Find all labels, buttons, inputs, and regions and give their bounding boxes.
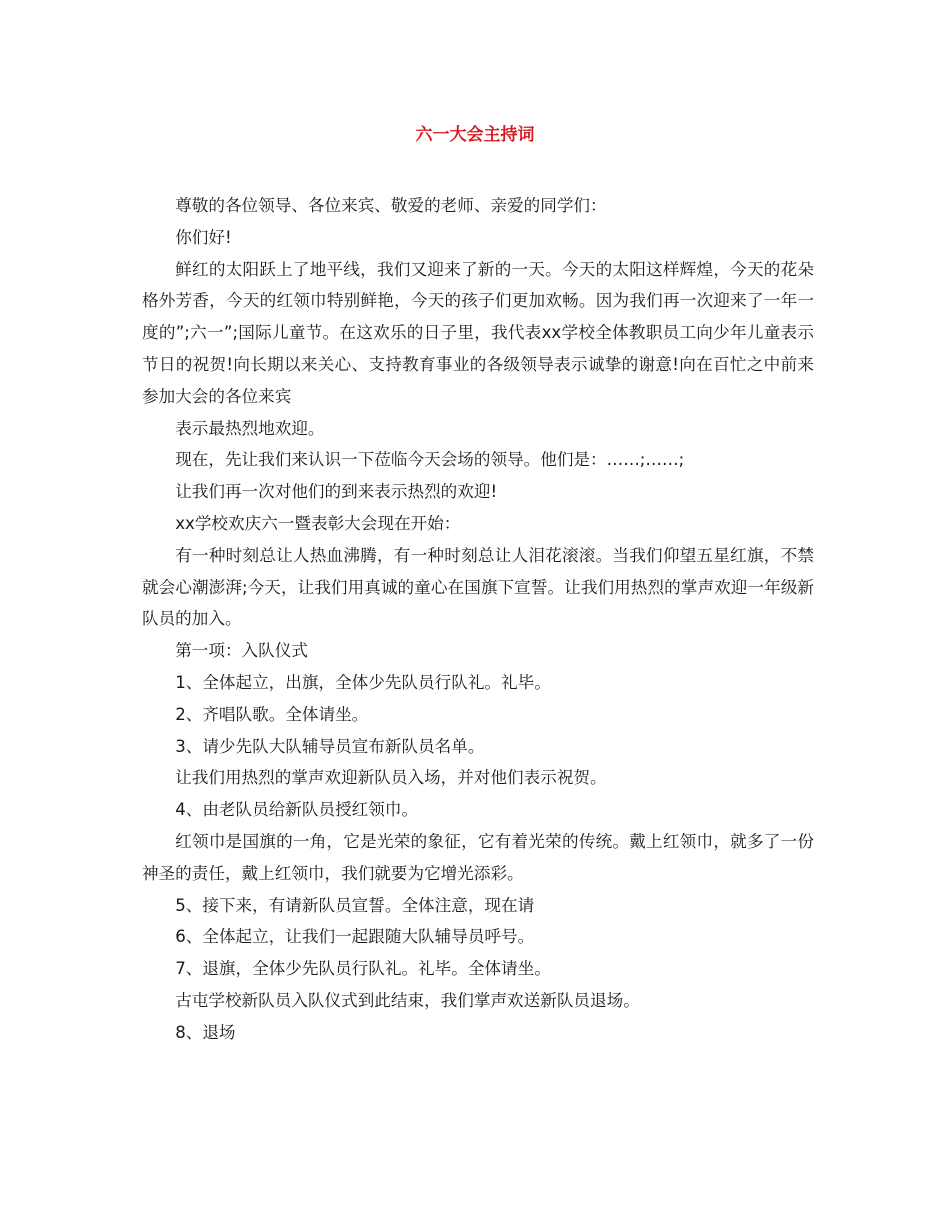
paragraph-welcome: 表示最热烈地欢迎。 <box>175 418 325 438</box>
paragraph-step-6: 6、全体起立，让我们一起跟随大队辅导员呼号。 <box>175 927 535 947</box>
paragraph-closing: 古屯学校新队员入队仪式到此结束，我们掌声欢送新队员退场。 <box>175 990 640 1010</box>
paragraph-hello: 你们好! <box>175 227 232 247</box>
paragraph-greeting: 尊敬的各位领导、各位来宾、敬爱的老师、亲爱的同学们： <box>175 196 607 215</box>
paragraph-step-1: 1、全体起立，出旗，全体少先队员行队礼。礼毕。 <box>175 672 551 692</box>
paragraph-step-5: 5、接下来，有请新队员宣誓。全体注意，现在请 <box>175 895 535 915</box>
paragraph-scarf: 红领巾是国旗的一角，它是光荣的象征，它有着光荣的传统。戴上红领巾，就多了一份神圣的责任，戴上红领巾，我们就要为它增光添彩。 <box>142 831 814 883</box>
paragraph-item-one: 第一项：入队仪式 <box>175 641 308 661</box>
paragraph-leaders: 现在，先让我们来认识一下莅临今天会场的领导。他们是：……;……; <box>175 450 685 470</box>
document-title: 六一大会主持词 <box>415 125 535 145</box>
paragraph-step-2: 2、齐唱队歌。全体请坐。 <box>175 704 369 724</box>
paragraph-applause: 让我们再一次对他们的到来表示热烈的欢迎! <box>175 482 498 502</box>
paragraph-step-8: 8、退场 <box>175 1022 236 1042</box>
paragraph-step-4: 4、由老队员给新队员授红领巾。 <box>175 800 419 820</box>
document-body <box>142 190 814 1049</box>
paragraph-step-7: 7、退旗，全体少先队员行队礼。礼毕。全体请坐。 <box>175 959 551 979</box>
paragraph-opening: 鲜红的太阳跃上了地平线，我们又迎来了新的一天。今天的太阳这样辉煌，今天的花朵格外芳香，今天的红领巾特别鲜艳，今天的孩子们更加欢畅。因为我们再一次迎来了一年一度的”;六一”;国际儿童节。在这欢乐的日子里，我代表xx学校全体教职员工向少年儿童表示节日的祝贺!向长期以来关心、支持教育事业的各级领导表示诚挚的谢意!向在百忙之中前来参加大会的各位来宾 <box>142 259 814 406</box>
paragraph-start: xx学校欢庆六一暨表彰大会现在开始： <box>175 513 461 533</box>
paragraph-step-3: 3、请少先队大队辅导员宣布新队员名单。 <box>175 736 485 756</box>
paragraph-flag: 有一种时刻总让人热血沸腾，有一种时刻总让人泪花滚滚。当我们仰望五星红旗，不禁就会心潮澎湃;今天，让我们用真诚的童心在国旗下宣誓。让我们用热烈的掌声欢迎一年级新队员的加入。 <box>142 545 814 629</box>
paragraph-entry: 让我们用热烈的掌声欢迎新队员入场，并对他们表示祝贺。 <box>175 768 607 788</box>
